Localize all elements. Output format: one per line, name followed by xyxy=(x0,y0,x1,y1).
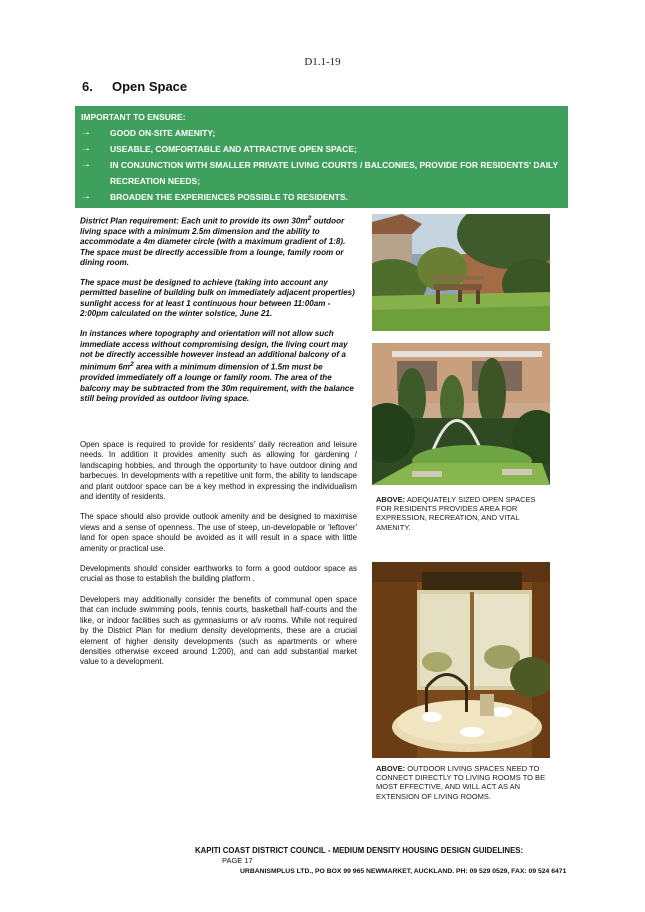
caption-outdoor-living: ABOVE: OUTDOOR LIVING SPACES NEED TO CONNECT DIRECTLY TO LIVING ROOMS TO BE MOST EFFECTIVE, AND WILL ACT AS AN EXTENSION OF LIVING ROOMS. xyxy=(376,764,546,801)
page-reference: D1.1-19 xyxy=(304,56,341,68)
caption-open-spaces: ABOVE: ADEQUATELY SIZED OPEN SPACES FOR RESIDENTS PROVIDES AREA FOR EXPRESSION, RECREATION, AND VITAL AMENITY. xyxy=(376,495,536,532)
body-paragraph: The space should also provide outlook amenity and be designed to maximise views and a sense of openness. The use of steep, un-developable or 'leftover' land for open space should be avoided as it will result in a space with little amenity or practical use. xyxy=(80,512,357,553)
district-plan-requirement xyxy=(80,214,357,414)
footer-address: URBANISMPLUS LTD., PO BOX 99 965 NEWMARKET, AUCKLAND. PH: 09 529 0529, FAX: 09 524 6471 xyxy=(240,868,567,875)
section-number: 6. xyxy=(82,79,93,94)
section-heading xyxy=(82,79,187,94)
requirement-paragraph: In instances where topography and orientation will not allow such immediate access without compromising design, the living court may not be directly accessible however instead an additional balcony of a minimum $6m^2$ area with a minimum dimension of 1.5m must be provided immediately off a lounge or family room. The area of the balcony may be subtracted from the 30m requirement, with the balance still being provided as outdoor living space. xyxy=(80,329,354,403)
garden-bench-photo xyxy=(372,214,550,331)
arrow-right-icon: → xyxy=(81,143,91,154)
requirement-paragraph: District Plan requirement: Each unit to provide its own $30m^2$ outdoor living space with a minimum 2.5m dimension and the ability to accommodate a 4m diameter circle (with a maximum gradient of 1:8). The space must be directly accessible from a lounge, family room or dining room. xyxy=(80,215,346,267)
arrow-right-icon: → xyxy=(81,191,91,202)
important-item: → USEABLE, COMFORTABLE AND ATTRACTIVE OPEN SPACE; xyxy=(81,141,562,157)
requirement-paragraph: The space must be designed to achieve (taking into account any permitted baseline of building bulk on immediately adjacent properties) sunlight access for at least 1 continuous hour between 11:00am - 2:00pm calculated on the winter solstice, June 21. xyxy=(80,278,355,319)
footer-title: KAPITI COAST DISTRICT COUNCIL - MEDIUM DENSITY HOUSING DESIGN GUIDELINES: xyxy=(195,846,524,855)
section-title: Open Space xyxy=(112,79,188,94)
body-paragraph: Developments should consider earthworks to form a good outdoor space as crucial as those to establish the building platform . xyxy=(80,564,357,584)
important-item: → IN CONJUNCTION WITH SMALLER PRIVATE LIVING COURTS / BALCONIES, PROVIDE FOR RESIDENTS' DAILY RECREATION NEEDS; xyxy=(81,157,562,189)
important-heading: IMPORTANT TO ENSURE: xyxy=(81,112,186,122)
important-item: → GOOD ON-SITE AMENITY; xyxy=(81,125,562,141)
important-item: → BROADEN THE EXPERIENCES POSSIBLE TO RESIDENTS. xyxy=(81,189,562,205)
body-paragraph: Open space is required to provide for residents' daily recreation and leisure needs. In addition it provides amenity such as allowing for gardening / landscaping hobbies, and through the opportunity to have outdoor dining and barbecues. In developments with a repetitive unit form, the ability to landscape and plant outdoor space can be a key method in expressing the individualism and identity of residents. xyxy=(80,440,357,502)
courtyard-lawn-photo xyxy=(372,343,550,485)
body-paragraph: Developers may additionally consider the benefits of communal open space that can include swimming pools, tennis courts, basketball half-courts and the like, or indoor facilities such as gymnasiums or a/v rooms. While not required by the District Plan for medium density developments, these are a crucial element of higher density developments (such as apartments or where densities otherwise exceed around 1:200), and can add substantial market value to a development. xyxy=(80,594,357,667)
arrow-right-icon: → xyxy=(81,127,91,138)
dining-room-photo xyxy=(372,562,550,758)
footer-page-number: PAGE 17 xyxy=(222,856,253,865)
important-to-ensure-box xyxy=(75,106,568,208)
arrow-right-icon: → xyxy=(81,159,91,170)
body-text xyxy=(80,440,357,678)
